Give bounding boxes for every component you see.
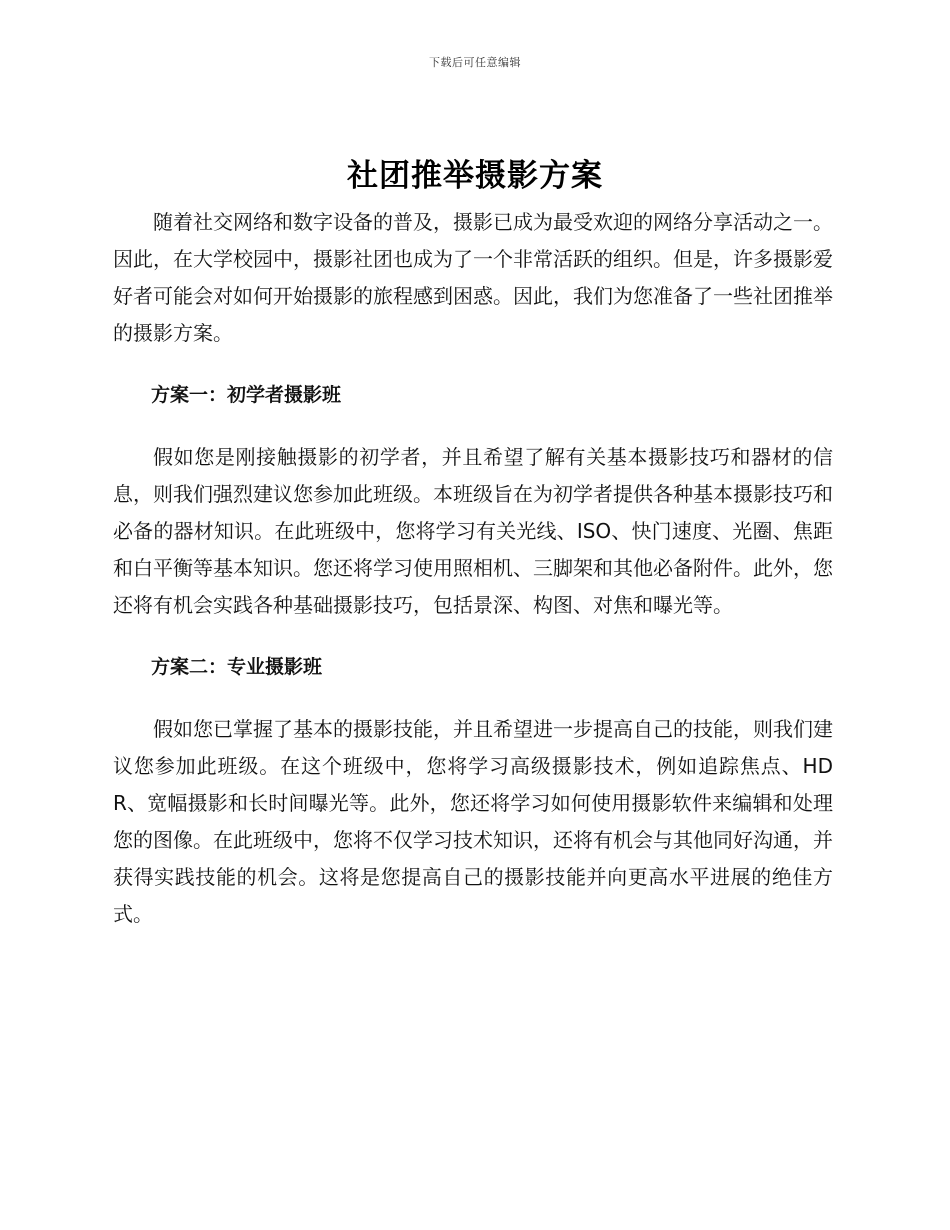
section-heading-2: 方案二：专业摄影班 [151,656,323,678]
section-body-2: 假如您已掌握了基本的摄影技能，并且希望进一步提高自己的技能，则我们建议您参加此班级。在这个班级中，您将学习高级摄影技术，例如追踪焦点、HDR、宽幅摄影和长时间曝光等。此外，您还将学习如何使用摄影软件来编辑和处理您的图像。在此班级中，您将不仅学习技术知识，还将有机会与其他同好沟通，并获得实践技能的机会。这将是您提高自己的摄影技能并向更高水平进展的绝佳方式。 [113,717,833,926]
section-body-1: 假如您是刚接触摄影的初学者，并且希望了解有关基本摄影技巧和器材的信息，则我们强烈建议您参加此班级。本班级旨在为初学者提供各种基本摄影技巧和必备的器材知识。在此班级中，您将学习有关光线、ISO、快门速度、光圈、焦距和白平衡等基本知识。您还将学习使用照相机、三脚架和其他必备附件。此外，您还将有机会实践各种基础摄影技巧，包括景深、构图、对焦和曝光等。 [113,445,833,617]
document-title: 社团推举摄影方案 [347,158,603,194]
header-note: 下载后可任意编辑 [429,56,521,69]
section-heading-1: 方案一：初学者摄影班 [151,384,342,406]
document-body [113,204,833,933]
intro-paragraph: 随着社交网络和数字设备的普及，摄影已成为最受欢迎的网络分享活动之一。因此，在大学校园中，摄影社团也成为了一个非常活跃的组织。但是，许多摄影爱好者可能会对如何开始摄影的旅程感到困惑。因此，我们为您准备了一些社团推举的摄影方案。 [113,210,833,345]
